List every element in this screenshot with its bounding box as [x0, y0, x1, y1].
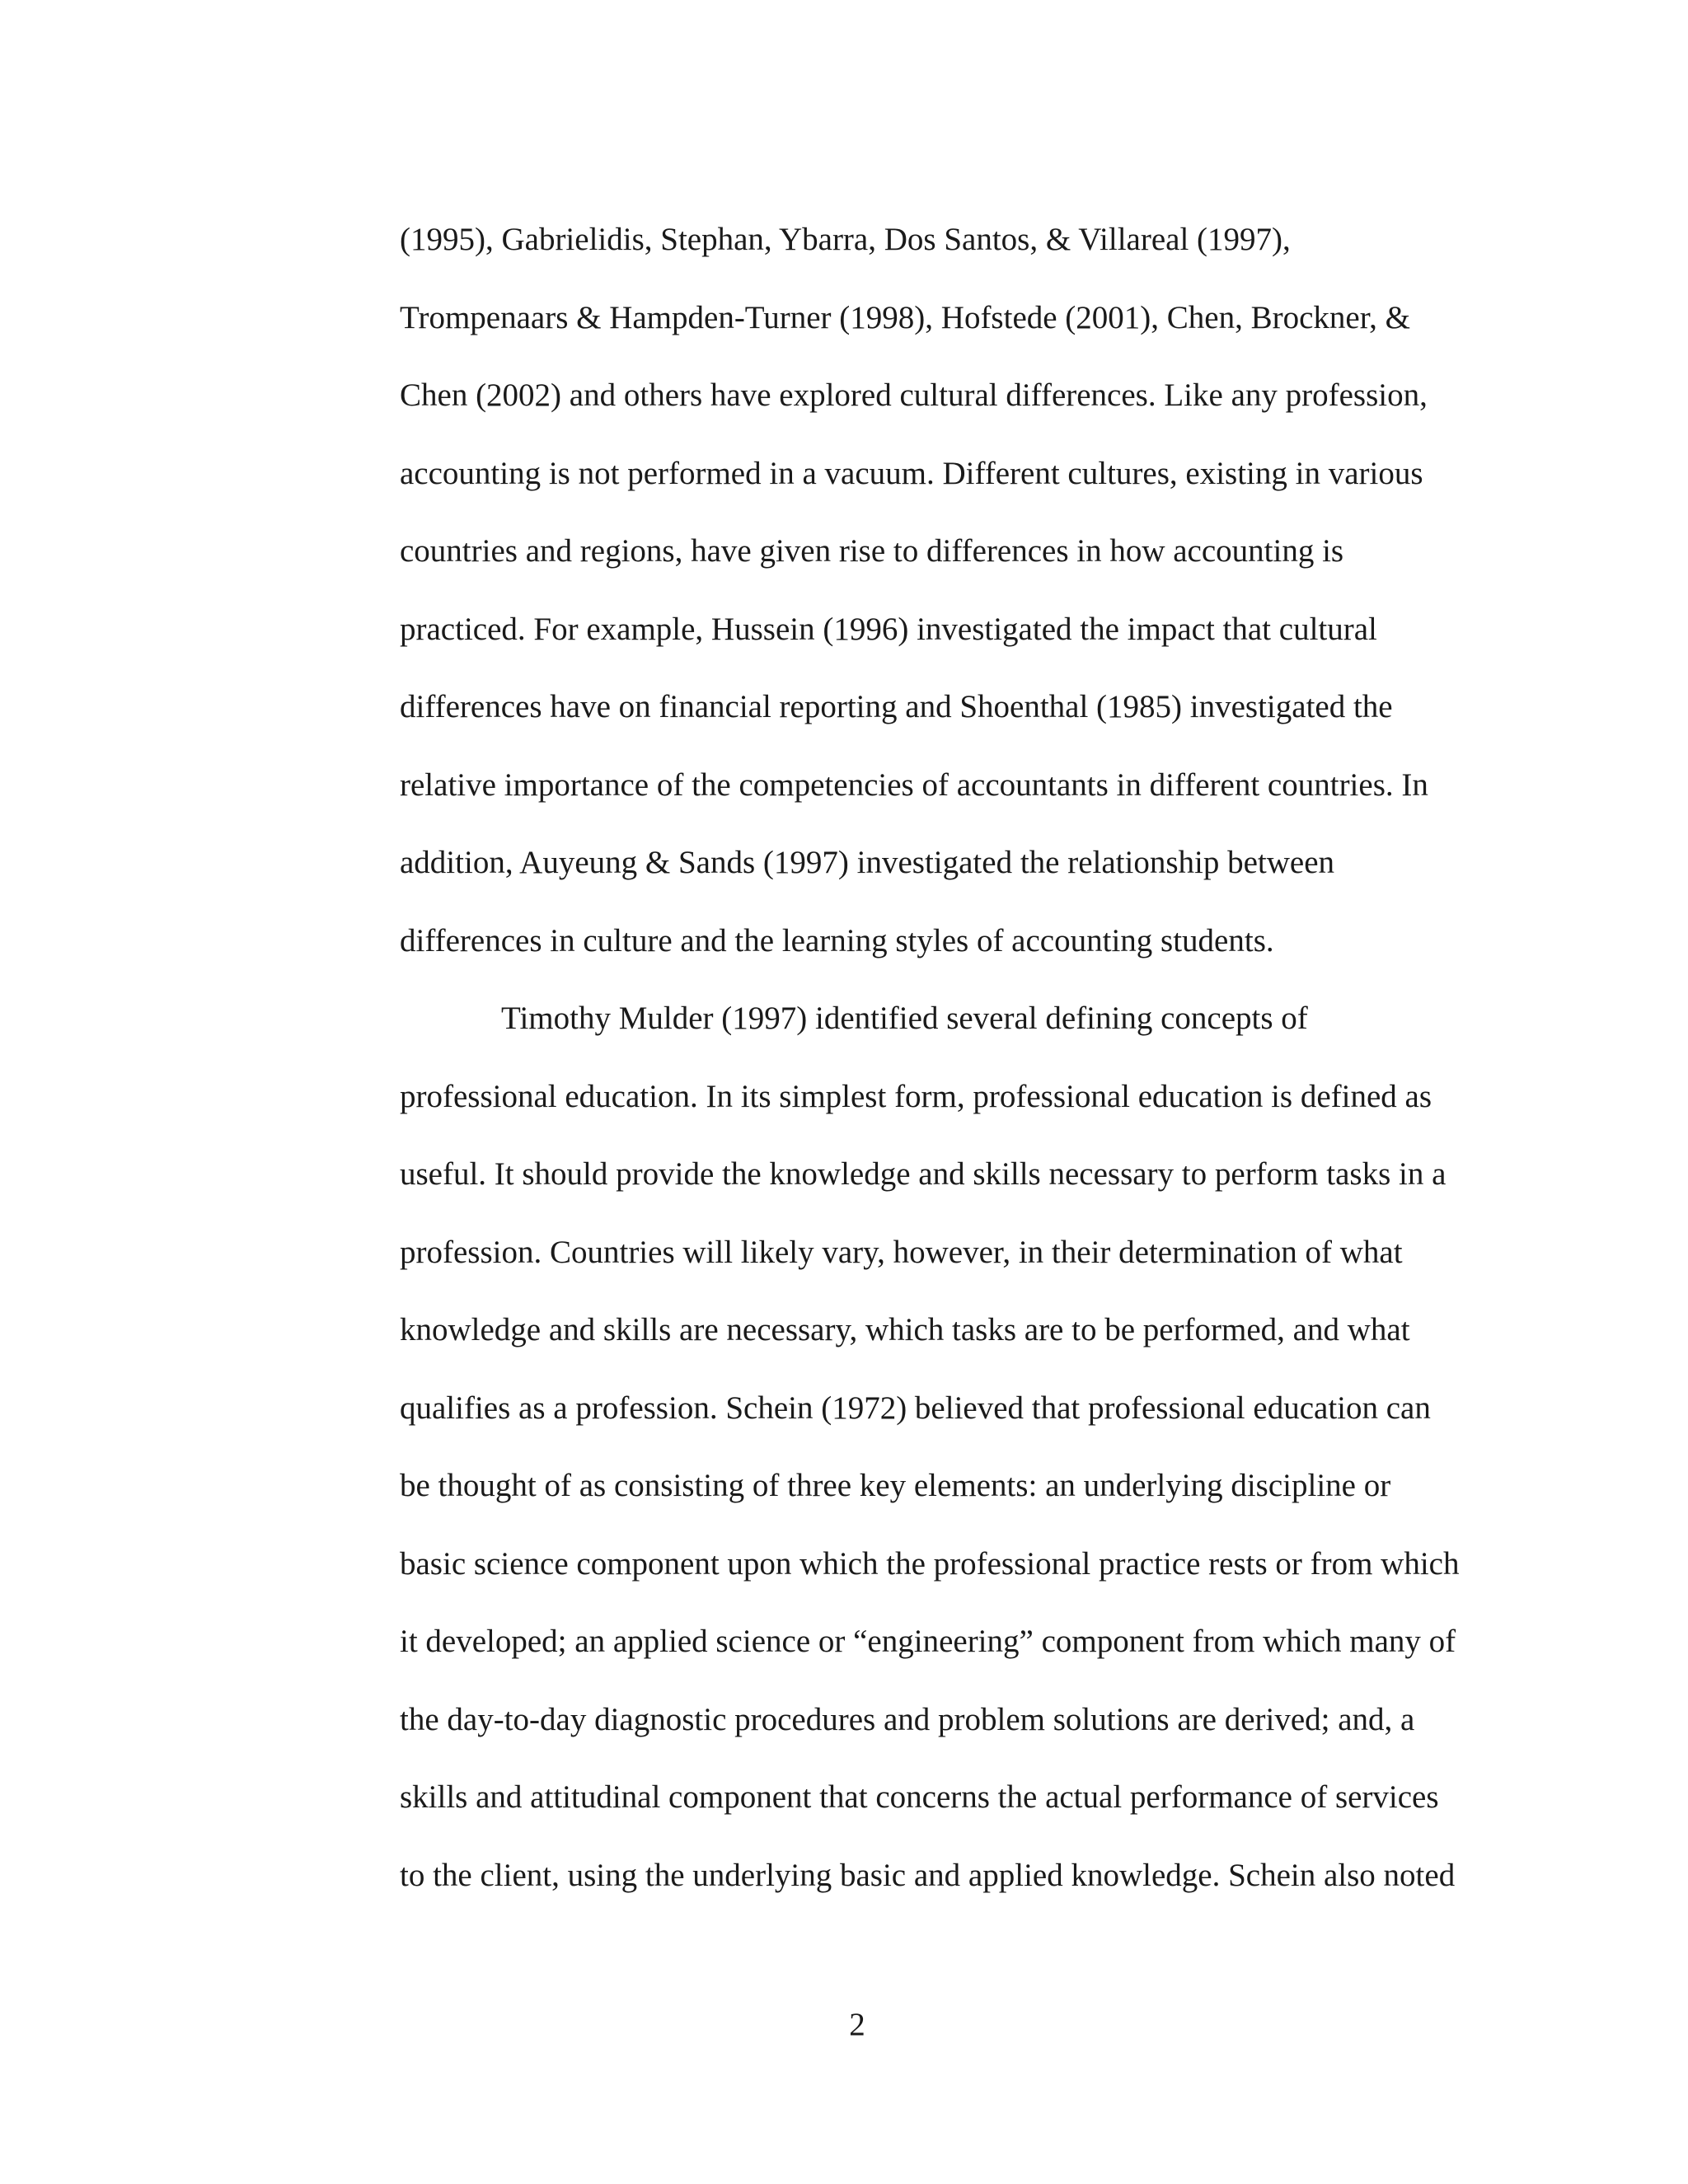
text-line: relative importance of the competencies of accountants in different countries. In — [400, 767, 1428, 803]
text-line: qualifies as a profession. Schein (1972) believed that professional education can — [400, 1390, 1431, 1426]
text-line: accounting is not performed in a vacuum. Different cultures, existing in various — [400, 456, 1423, 491]
text-line: addition, Auyeung & Sands (1997) investigated the relationship between — [400, 845, 1335, 880]
text-line: profession. Countries will likely vary, however, in their determination of what — [400, 1235, 1403, 1270]
paragraph-first-line: Timothy Mulder (1997) identified several defining concepts of — [501, 1001, 1308, 1036]
page-number: 2 — [849, 2007, 865, 2042]
text-line: practiced. For example, Hussein (1996) investigated the impact that cultural — [400, 612, 1377, 647]
text-line: to the client, using the underlying basic and applied knowledge. Schein also noted — [400, 1858, 1456, 1893]
text-line: basic science component upon which the professional practice rests or from which — [400, 1546, 1460, 1582]
text-line: Trompenaars & Hampden-Turner (1998), Hofstede (2001), Chen, Brockner, & — [400, 300, 1410, 335]
text-line: differences in culture and the learning styles of accounting students. — [400, 923, 1274, 958]
text-line: differences have on financial reporting and Shoenthal (1985) investigated the — [400, 689, 1393, 724]
text-line: the day-to-day diagnostic procedures and problem solutions are derived; and, a — [400, 1702, 1415, 1737]
text-line: useful. It should provide the knowledge and skills necessary to perform tasks in a — [400, 1156, 1447, 1192]
text-line: knowledge and skills are necessary, which tasks are to be performed, and what — [400, 1312, 1410, 1347]
text-line: (1995), Gabrielidis, Stephan, Ybarra, Dos Santos, & Villareal (1997), — [400, 222, 1291, 257]
text-line: professional education. In its simplest form, professional education is defined as — [400, 1079, 1432, 1114]
text-line: skills and attitudinal component that concerns the actual performance of services — [400, 1779, 1439, 1815]
text-line: it developed; an applied science or “engineering” component from which many of — [400, 1624, 1456, 1659]
text-line: Chen (2002) and others have explored cultural differences. Like any profession, — [400, 377, 1428, 413]
text-line: be thought of as consisting of three key elements: an underlying discipline or — [400, 1468, 1391, 1503]
text-line: countries and regions, have given rise to differences in how accounting is — [400, 533, 1344, 569]
